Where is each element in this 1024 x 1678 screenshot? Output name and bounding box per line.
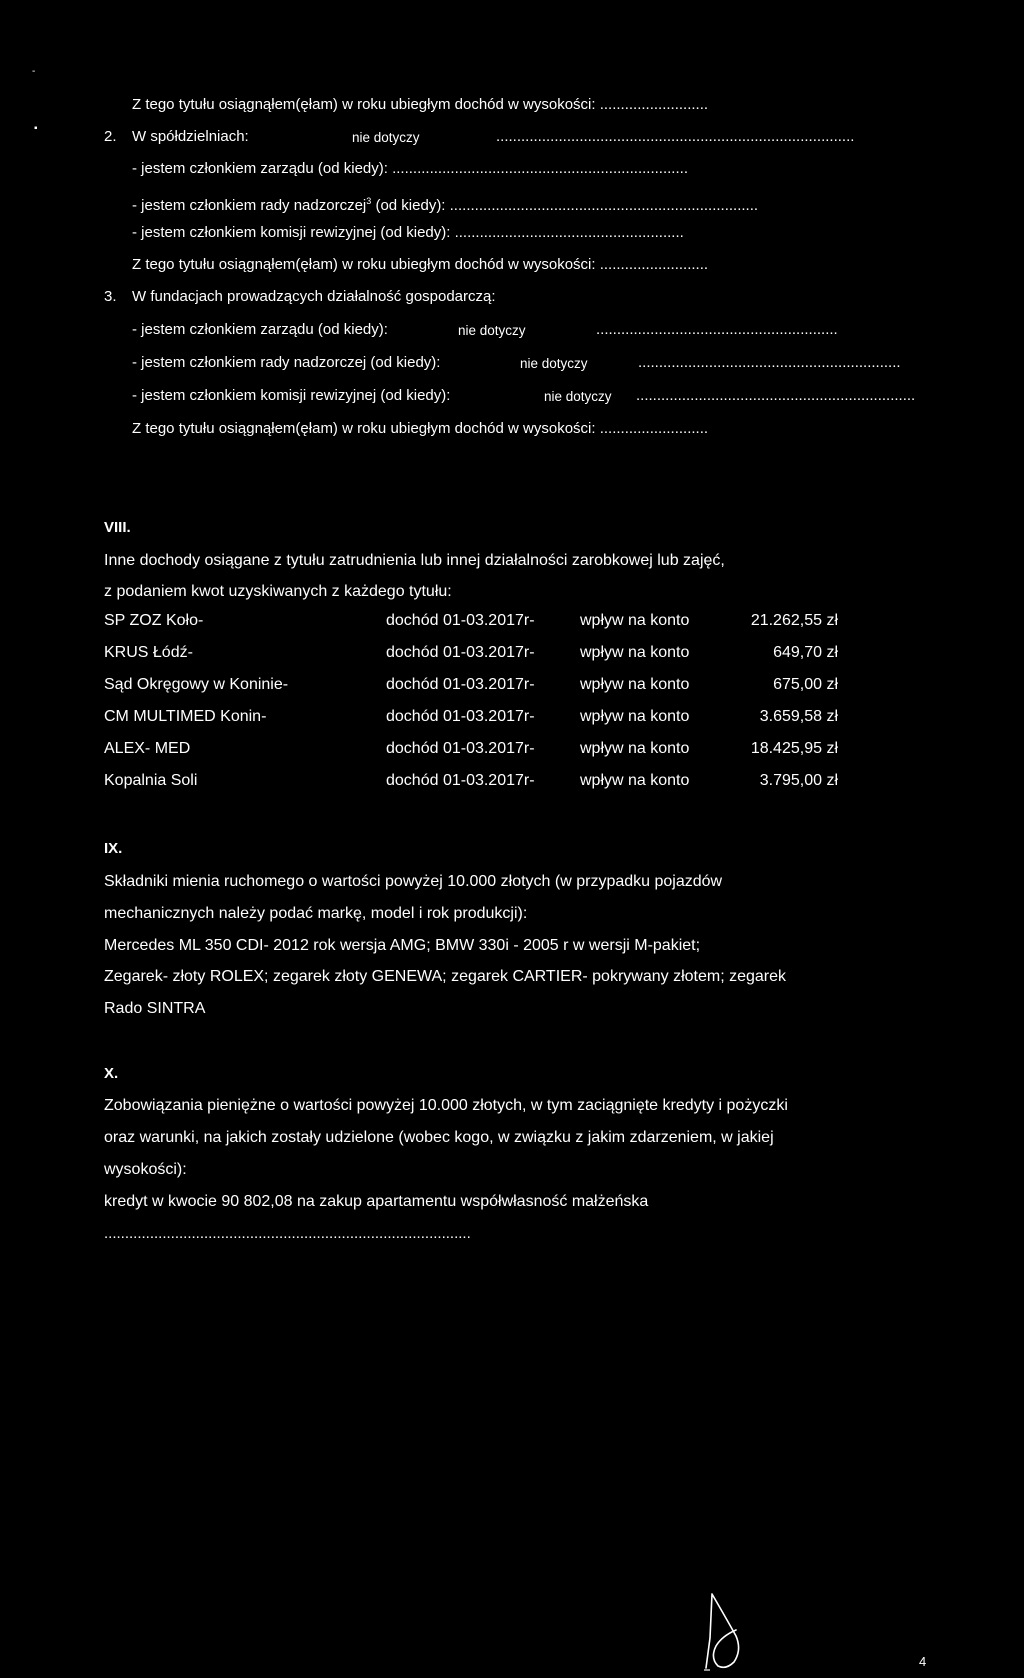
dotted-line: ........................................................................................ xyxy=(104,1225,471,1242)
foundation-audit-dots: ................................................................... xyxy=(636,387,916,404)
income-line-2: Z tego tytułu osiągnąłem(ęłam) w roku ubiegłym dochód w wysokości: .......................... xyxy=(132,256,709,273)
foundation-audit-fill: nie dotyczy xyxy=(544,389,612,404)
income-line-3: Z tego tytułu osiągnąłem(ęłam) w roku ubiegłym dochód w wysokości: .......................... xyxy=(132,420,709,437)
item-2-number: 2. xyxy=(104,128,117,145)
item-2-fill: nie dotyczy xyxy=(352,130,420,145)
income-period: dochód 01-03.2017r- xyxy=(386,740,535,757)
vehicles-line: Mercedes ML 350 CDI- 2012 rok wersja AMG; BMW 330i - 2005 r w wersji M-pakiet; xyxy=(104,937,701,954)
audit-committee-line: - jestem członkiem komisji rewizyjnej (od kiedy): ....................................................... xyxy=(132,224,684,241)
income-source: Kopalnia Soli xyxy=(104,772,198,789)
income-source: Sąd Okręgowy w Koninie- xyxy=(104,676,289,693)
income-account: wpływ na konto xyxy=(580,644,690,661)
section-ix-heading: IX. xyxy=(104,840,123,857)
income-source: CM MULTIMED Konin- xyxy=(104,708,267,725)
income-period: dochód 01-03.2017r- xyxy=(386,772,535,789)
income-amount: 3.659,58 zł xyxy=(759,708,838,725)
loan-line: kredyt w kwocie 90 802,08 na zakup apartamentu współwłasność małżeńska xyxy=(104,1193,649,1210)
income-amount: 18.425,95 zł xyxy=(750,740,838,757)
section-ix-description-2: mechanicznych należy podać markę, model i rok produkcji): xyxy=(104,905,528,922)
supervisory-board-line: - jestem członkiem rady nadzorczej$^3$ (od kiedy): .......................................................................... xyxy=(132,196,759,214)
foundation-board-dots: .......................................................... xyxy=(596,321,838,338)
foundation-audit-line: - jestem członkiem komisji rewizyjnej (od kiedy): xyxy=(132,387,451,404)
income-source: SP ZOZ Koło- xyxy=(104,612,204,629)
income-account: wpływ na konto xyxy=(580,772,690,789)
income-period: dochód 01-03.2017r- xyxy=(386,676,535,693)
income-account: wpływ na konto xyxy=(580,708,690,725)
income-period: dochód 01-03.2017r- xyxy=(386,644,535,661)
foundation-supervisory-dots: ............................................................... xyxy=(638,354,901,371)
section-ix-description: Składniki mienia ruchomego o wartości powyżej 10.000 złotych (w przypadku pojazdów xyxy=(104,873,723,890)
income-period: dochód 01-03.2017r- xyxy=(386,708,535,725)
income-amount: 675,00 zł xyxy=(773,676,838,693)
watches-line: Zegarek- złoty ROLEX; zegarek złoty GENEWA; zegarek CARTIER- pokrywany złotem; zegarek xyxy=(104,968,787,985)
income-account: wpływ na konto xyxy=(580,612,690,629)
section-x-heading: X. xyxy=(104,1065,119,1082)
income-account: wpływ na konto xyxy=(580,740,690,757)
item-2-dots: ...................................................................................... xyxy=(496,128,855,145)
income-line-1: Z tego tytułu osiągnąłem(ęłam) w roku ubiegłym dochód w wysokości: .......................... xyxy=(132,96,709,113)
income-amount: 649,70 zł xyxy=(773,644,838,661)
item-2-title: W spółdzielniach: xyxy=(132,128,249,145)
income-source: KRUS Łódź- xyxy=(104,644,193,661)
item-3-title: W fundacjach prowadzących działalność gospodarczą: xyxy=(132,288,496,305)
item-3-number: 3. xyxy=(104,288,117,305)
signature-mark xyxy=(696,1588,756,1678)
foundation-supervisory-fill: nie dotyczy xyxy=(520,356,588,371)
income-account: wpływ na konto xyxy=(580,676,690,693)
section-x-description: Zobowiązania pieniężne o wartości powyżej 10.000 złotych, w tym zaciągnięte kredyty i pożyczki xyxy=(104,1097,788,1114)
income-source: ALEX- MED xyxy=(104,740,191,757)
foundation-board-fill: nie dotyczy xyxy=(458,323,526,338)
section-x-description-3: wysokości): xyxy=(104,1161,187,1178)
income-amount: 21.262,55 zł xyxy=(750,612,838,629)
foundation-supervisory-line: - jestem członkiem rady nadzorczej (od kiedy): xyxy=(132,354,441,371)
scan-mark: - xyxy=(32,66,36,77)
watches-line-2: Rado SINTRA xyxy=(104,1000,206,1017)
section-viii-description-2: z podaniem kwot uzyskiwanych z każdego tytułu: xyxy=(104,583,452,600)
board-member-line: - jestem członkiem zarządu (od kiedy): ....................................................................... xyxy=(132,160,688,177)
income-period: dochód 01-03.2017r- xyxy=(386,612,535,629)
foundation-board-line: - jestem członkiem zarządu (od kiedy): xyxy=(132,321,388,338)
section-viii-heading: VIII. xyxy=(104,519,131,536)
page-number: 4 xyxy=(919,1654,927,1669)
scan-mark: ▪ xyxy=(34,123,38,134)
income-amount: 3.795,00 zł xyxy=(759,772,838,789)
section-x-description-2: oraz warunki, na jakich zostały udzielone (wobec kogo, w związku z jakim zdarzeniem, w jakiej xyxy=(104,1129,774,1146)
section-viii-description: Inne dochody osiągane z tytułu zatrudnienia lub innej działalności zarobkowej lub zajęć, xyxy=(104,552,725,569)
